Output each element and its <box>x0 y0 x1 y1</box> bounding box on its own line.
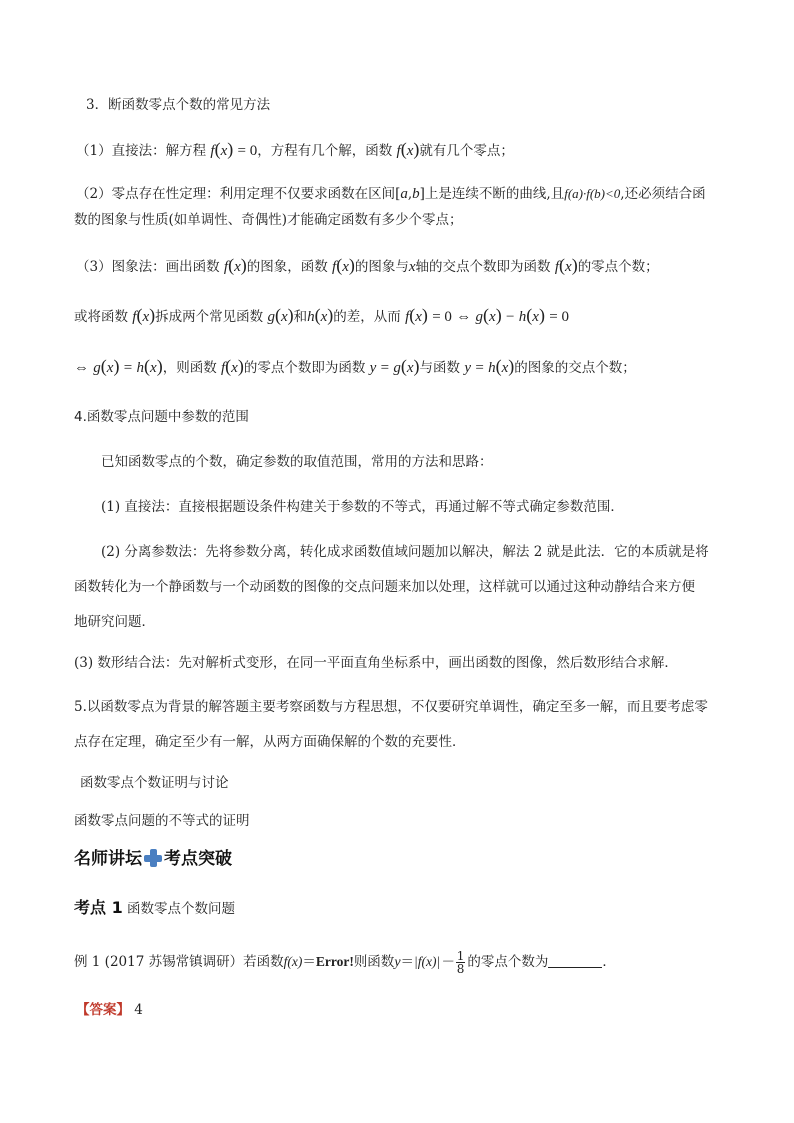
answer-tag: 【答案】 <box>76 1002 130 1018</box>
method-3-line: （3）图象法：画出函数 f(x)的图象，函数 f(x)的图象与x轴的交点个数即为函数 f(x)的零点个数； <box>76 255 659 275</box>
method-3-decompose-line: 或将函数 f(x)拆成两个常见函数 g(x)和h(x)的差，从而 f(x) = 0 ⇔ g(x) − h(x) = 0 <box>74 305 569 325</box>
answer-blank <box>548 953 602 968</box>
section-4-title: 4.函数零点问题中参数的范围 <box>74 409 249 425</box>
section-4-method-2-line-3: 地研究问题． <box>74 614 155 630</box>
section-4-method-3: (3) 数形结合法：先对解析式变形，在同一平面直角坐标系中，画出函数的图像，然后数形结合求解． <box>74 655 678 671</box>
section-4-method-2-line-1: (2) 分离参数法：先将参数分离，转化成求函数值域问题加以解决，解法 2 就是此法．它的本质就是将 <box>101 544 709 560</box>
section-3-title: 3．断函数零点个数的常见方法 <box>86 97 271 113</box>
section-5-line-2: 点存在定理，确定至少有一解，从两方面确保解的个数的充要性． <box>74 734 466 750</box>
answer-line <box>76 1000 143 1020</box>
section-4-intro: 已知函数零点的个数，确定参数的取值范围，常用的方法和思路： <box>101 454 493 470</box>
topic-2: 函数零点问题的不等式的证明 <box>74 813 250 829</box>
method-3-equivalence-line: ⇔ g(x) = h(x)，则函数 f(x)的零点个数即为函数 y = g(x)与函数 y = h(x)的图象的交点个数； <box>74 356 636 376</box>
method-1-line: （1）直接法：解方程 f(x) = 0，方程有几个解，函数 f(x)就有几个零点； <box>76 139 514 159</box>
fraction-one-eighth: $\frac{1}{8}$ <box>456 949 465 976</box>
example-1: 例 1 (2017 苏锡常镇调研）若函数f(x)＝Error!则函数y＝|f(x)|－ $\frac{1}{8}$ 的零点个数为 ． <box>74 949 616 976</box>
blue-cross-icon <box>143 848 163 868</box>
section-4-method-1: (1) 直接法：直接根据题设条件构建关于参数的不等式，再通过解不等式确定参数范围． <box>101 499 624 515</box>
section-5-line-1: 5.以函数零点为背景的解答题主要考察函数与方程思想，不仅要研究单调性，确定至多一解，而且要考虑零 <box>74 699 708 715</box>
section-banner: 名师讲坛 考点突破 <box>74 849 232 869</box>
method-2-line-2: 数的图象与性质(如单调性、奇偶性)才能确定函数有多少个零点； <box>74 212 463 228</box>
method-2-line-1: （2）零点存在性定理：利用定理不仅要求函数在区间[a,b]上是连续不断的曲线,且f(a)·f(b)<0,还必须结合函 <box>76 186 706 202</box>
kaodian-heading: 考点 1 函数零点个数问题 <box>74 898 236 917</box>
answer-value: 4 <box>134 1002 143 1018</box>
topic-1: 函数零点个数证明与讨论 <box>80 775 229 791</box>
section-4-method-2-line-2: 函数转化为一个静函数与一个动函数的图像的交点问题来加以处理，这样就可以通过这种动静结合来方便 <box>74 579 695 595</box>
